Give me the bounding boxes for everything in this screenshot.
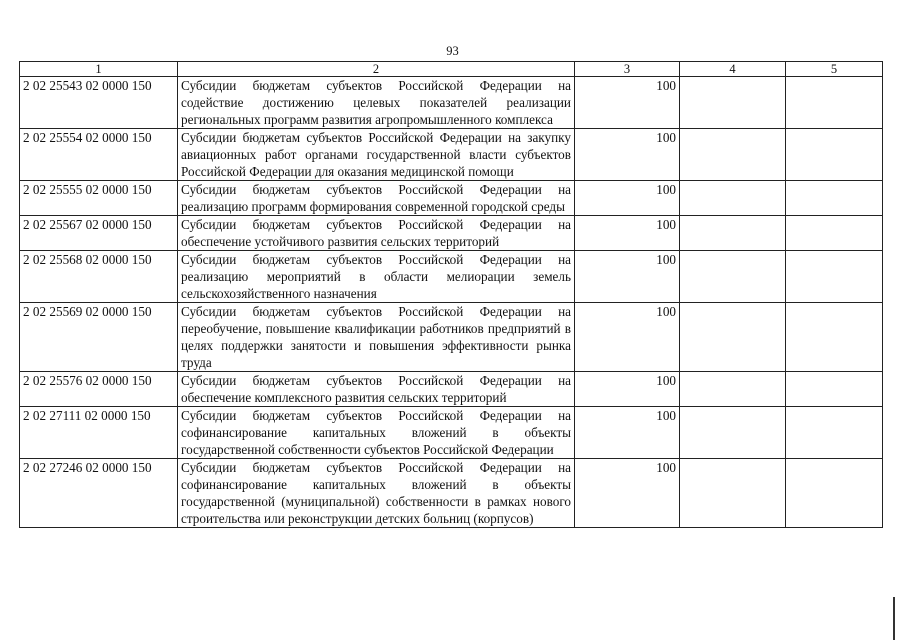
row-value: 100 [575,372,680,407]
row-description: Субсидии бюджетам субъектов Российской Федерации на софинансирование капитальных вложений в объекты государственной (муниципальной) собственности в рамках нового строительства или реконструкции детских больниц (корпусов) [178,459,575,528]
row-value: 100 [575,216,680,251]
row-value: 100 [575,251,680,303]
scan-edge-line [893,597,895,640]
row-description: Субсидии бюджетам субъектов Российской Федерации на обеспечение комплексного развития сельских территорий [178,372,575,407]
row-col4 [680,459,786,528]
table-row [20,372,883,407]
column-header-2: 2 [178,62,575,77]
row-code: 2 02 25569 02 0000 150 [20,303,178,372]
row-col5 [786,251,883,303]
header-row [20,62,883,77]
row-value: 100 [575,407,680,459]
row-description: Субсидии бюджетам субъектов Российской Федерации на переобучение, повышение квалификации работников предприятий в целях поддержки занятости и повышения эффективности рынка труда [178,303,575,372]
row-code: 2 02 25567 02 0000 150 [20,216,178,251]
column-header-5: 5 [786,62,883,77]
row-code: 2 02 27111 02 0000 150 [20,407,178,459]
row-col5 [786,216,883,251]
row-col5 [786,407,883,459]
row-description: Субсидии бюджетам субъектов Российской Федерации на обеспечение устойчивого развития сельских территорий [178,216,575,251]
row-value: 100 [575,77,680,129]
table-row [20,303,883,372]
row-col5 [786,372,883,407]
row-col4 [680,303,786,372]
row-code: 2 02 25543 02 0000 150 [20,77,178,129]
row-code: 2 02 25576 02 0000 150 [20,372,178,407]
row-description: Субсидии бюджетам субъектов Российской Федерации на закупку авиационных работ органами государственной власти субъектов Российской Федерации для оказания медицинской помощи [178,129,575,181]
table-row [20,407,883,459]
row-col4 [680,407,786,459]
table-row [20,459,883,528]
row-col5 [786,181,883,216]
row-description: Субсидии бюджетам субъектов Российской Федерации на реализацию программ формирования современной городской среды [178,181,575,216]
row-description: Субсидии бюджетам субъектов Российской Федерации на софинансирование капитальных вложений в объекты государственной собственности субъектов Российской Федерации [178,407,575,459]
table-row [20,129,883,181]
column-header-4: 4 [680,62,786,77]
row-col5 [786,303,883,372]
row-code: 2 02 25568 02 0000 150 [20,251,178,303]
column-header-3: 3 [575,62,680,77]
row-col4 [680,129,786,181]
row-col4 [680,77,786,129]
row-col4 [680,372,786,407]
page-number: 93 [446,44,459,58]
row-description: Субсидии бюджетам субъектов Российской Федерации на содействие достижению целевых показателей реализации региональных программ развития агропромышленного комплекса [178,77,575,129]
row-col4 [680,216,786,251]
row-col4 [680,251,786,303]
row-code: 2 02 25554 02 0000 150 [20,129,178,181]
row-value: 100 [575,129,680,181]
table-row [20,181,883,216]
table-row [20,251,883,303]
row-value: 100 [575,459,680,528]
row-description: Субсидии бюджетам субъектов Российской Федерации на реализацию мероприятий в области мелиорации земель сельскохозяйственного назначения [178,251,575,303]
row-value: 100 [575,303,680,372]
row-code: 2 02 27246 02 0000 150 [20,459,178,528]
table-row [20,216,883,251]
table-row [20,77,883,129]
row-value: 100 [575,181,680,216]
row-code: 2 02 25555 02 0000 150 [20,181,178,216]
budget-table [19,61,883,528]
column-header-1: 1 [20,62,178,77]
row-col5 [786,459,883,528]
row-col5 [786,77,883,129]
row-col4 [680,181,786,216]
row-col5 [786,129,883,181]
